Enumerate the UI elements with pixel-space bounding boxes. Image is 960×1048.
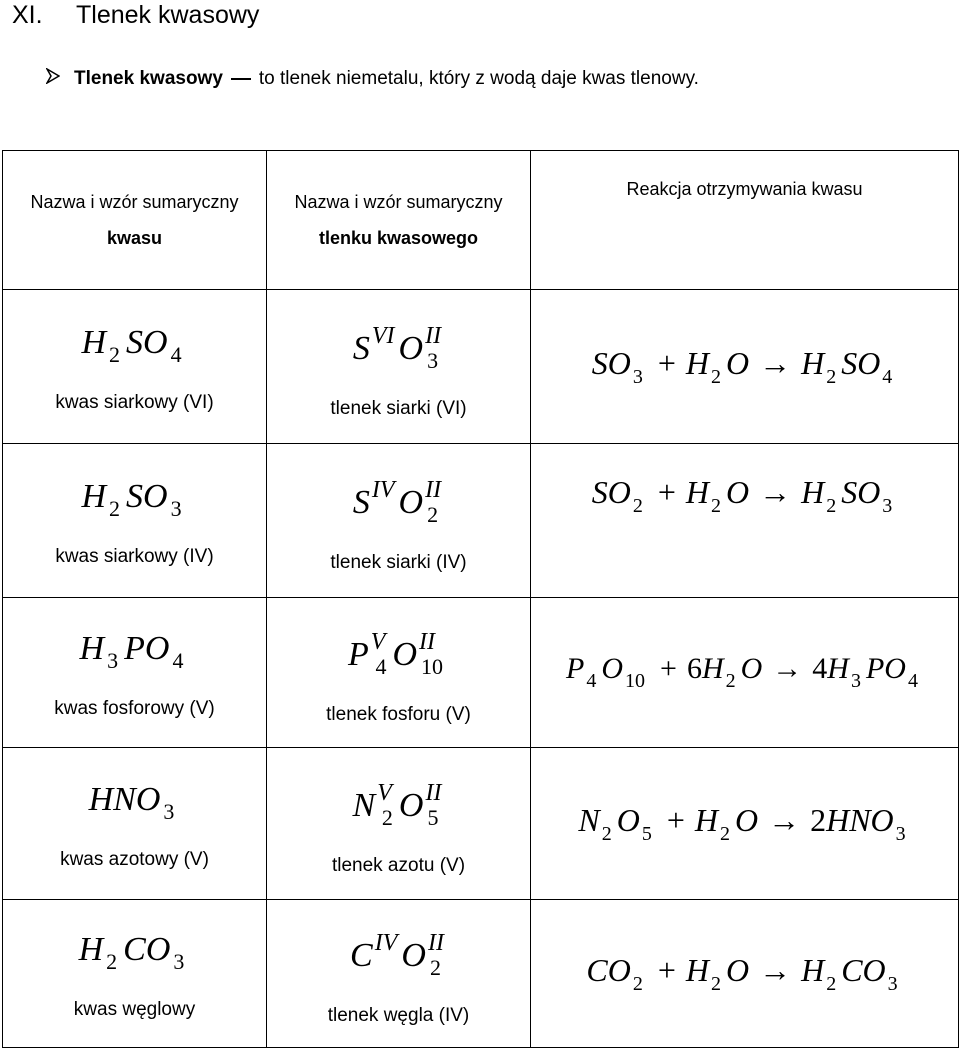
oxide-cell bbox=[267, 444, 531, 598]
definition-dash bbox=[231, 78, 251, 80]
acid-formula: H $_2$ SO $_3$ bbox=[81, 477, 182, 521]
table-row bbox=[3, 290, 959, 444]
acid-name: kwas siarkowy (IV) bbox=[55, 545, 214, 567]
reaction-equation: CO $_2$ + H $_2$ O → H $_2$ CO $_3$ bbox=[586, 951, 898, 995]
acid-cell bbox=[3, 444, 267, 598]
oxide-formula: $S^{IV}$ $O^{II}_2$ bbox=[352, 477, 442, 527]
acid-name: kwas węglowy bbox=[73, 998, 196, 1020]
oxide-name: tlenek siarki (IV) bbox=[330, 552, 467, 573]
oxide-name: tlenek węgla (IV) bbox=[327, 1005, 470, 1026]
oxide-cell bbox=[267, 290, 531, 444]
oxide-formula: $C^{IV}$ $O^{II}_2$ bbox=[350, 930, 444, 980]
acid-name: kwas siarkowy (VI) bbox=[55, 391, 214, 413]
oxide-cell bbox=[267, 900, 531, 1048]
reaction-equation: SO $_2$ + H $_2$ O → H $_2$ SO $_3$ bbox=[591, 474, 893, 517]
reaction-equation: P $_4$ O $_{10}$ + 6H $_2$ O → 4H $_3$ PO $_4$ bbox=[566, 652, 918, 692]
header-acid: Nazwa i wzór sumaryczny kwasu bbox=[3, 151, 267, 290]
section-heading bbox=[12, 0, 259, 30]
table-row bbox=[3, 900, 959, 1048]
reaction-cell bbox=[531, 290, 959, 444]
table-row bbox=[3, 748, 959, 900]
definition-line bbox=[46, 66, 699, 92]
header-reaction: Reakcja otrzymywania kwasu bbox=[531, 151, 959, 290]
reaction-cell bbox=[531, 748, 959, 900]
reaction-cell bbox=[531, 444, 959, 598]
oxide-formula: $N^V_2$ $O^{II}_5$ bbox=[352, 780, 442, 830]
table-row bbox=[3, 598, 959, 748]
oxide-formula: $P^V_4$ $O^{II}_{10}$ bbox=[348, 629, 443, 679]
reaction-equation: SO $_3$ + H $_2$ O → H $_2$ SO $_4$ bbox=[591, 344, 893, 388]
reaction-cell bbox=[531, 900, 959, 1048]
definition-text: to tlenek niemetalu, który z wodą daje kwas tlenowy. bbox=[258, 68, 699, 89]
acid-cell bbox=[3, 900, 267, 1048]
oxide-name: tlenek siarki (VI) bbox=[330, 398, 467, 419]
acid-cell bbox=[3, 748, 267, 900]
definition-term: Tlenek kwasowy bbox=[74, 68, 223, 89]
reaction-cell bbox=[531, 598, 959, 748]
acid-name: kwas fosforowy (V) bbox=[54, 697, 215, 719]
table-row bbox=[3, 444, 959, 598]
acid-formula: H $_2$ SO $_4$ bbox=[81, 323, 182, 367]
oxide-formula: $S^{VI}$ $O^{II}_3$ bbox=[352, 323, 442, 373]
oxide-name: tlenek fosforu (V) bbox=[326, 704, 471, 725]
section-title: Tlenek kwasowy bbox=[76, 1, 260, 29]
header-oxide: Nazwa i wzór sumaryczny tlenku kwasowego bbox=[267, 151, 531, 290]
acid-cell bbox=[3, 290, 267, 444]
acid-cell bbox=[3, 598, 267, 748]
arrow-bullet-icon bbox=[46, 66, 74, 92]
acid-formula: H $_3$ PO $_4$ bbox=[79, 629, 184, 673]
acid-name: kwas azotowy (V) bbox=[60, 848, 209, 870]
section-number: XI. bbox=[12, 1, 43, 29]
table-header-row bbox=[3, 151, 959, 290]
acid-formula: H $_2$ CO $_3$ bbox=[78, 930, 185, 974]
acid-oxide-table bbox=[2, 150, 959, 1048]
oxide-cell bbox=[267, 748, 531, 900]
oxide-cell bbox=[267, 598, 531, 748]
acid-formula: HNO $_3$ bbox=[88, 780, 175, 824]
reaction-equation: N $_2$ O $_5$ + H $_2$ O → 2HNO $_3$ bbox=[578, 801, 906, 845]
oxide-name: tlenek azotu (V) bbox=[331, 855, 466, 876]
